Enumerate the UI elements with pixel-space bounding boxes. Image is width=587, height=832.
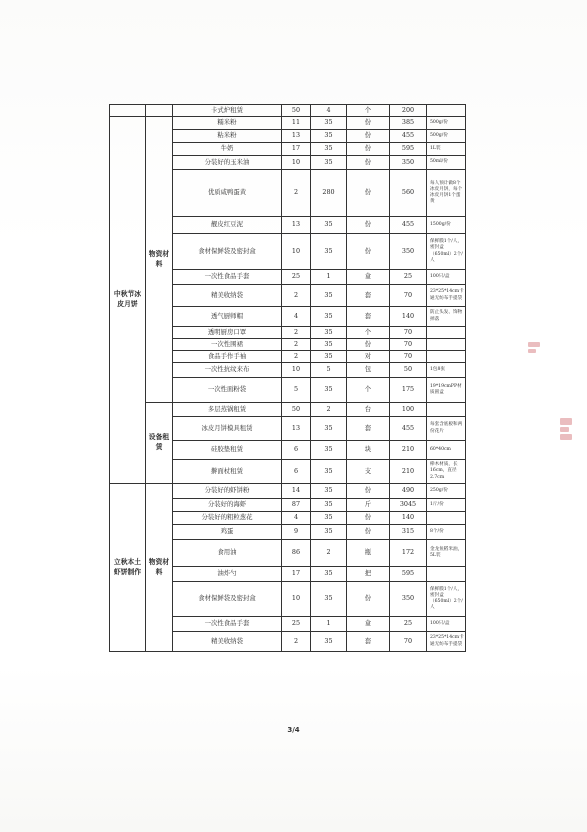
item-unit-price: 35 bbox=[311, 460, 347, 484]
item-note: 100只/盒 bbox=[427, 270, 466, 285]
table-row bbox=[110, 484, 466, 499]
item-note: 500g/份 bbox=[427, 130, 466, 143]
item-total: 70 bbox=[390, 339, 427, 351]
item-note: 1包8张 bbox=[427, 363, 466, 378]
item-unit: 斤 bbox=[347, 499, 390, 512]
item-note: 1斤/份 bbox=[427, 499, 466, 512]
item-name: 食材保鲜袋及密封盒 bbox=[173, 582, 282, 617]
item-total: 455 bbox=[390, 130, 427, 143]
item-unit-price: 35 bbox=[311, 156, 347, 170]
item-note: 19*19cmPP材质圆盒 bbox=[427, 378, 466, 403]
item-unit: 把 bbox=[347, 567, 390, 582]
item-unit: 份 bbox=[347, 512, 390, 525]
item-name: 卡式炉租赁 bbox=[173, 105, 282, 117]
red-stamp-mark bbox=[560, 418, 572, 442]
item-unit: 盒 bbox=[347, 270, 390, 285]
item-unit: 份 bbox=[347, 143, 390, 156]
item-note bbox=[427, 339, 466, 351]
item-name: 一次性食品手套 bbox=[173, 270, 282, 285]
item-unit-price: 2 bbox=[311, 403, 347, 417]
item-unit-price: 35 bbox=[311, 582, 347, 617]
item-total: 100 bbox=[390, 403, 427, 417]
item-name: 食材保鲜袋及密封盒 bbox=[173, 234, 282, 270]
subcategory-cell: 物资材料 bbox=[146, 117, 173, 403]
item-name: 靓皮红豆泥 bbox=[173, 217, 282, 234]
item-note bbox=[427, 327, 466, 339]
item-unit: 瓶 bbox=[347, 540, 390, 567]
item-total: 70 bbox=[390, 632, 427, 652]
item-note: 8个/份 bbox=[427, 525, 466, 540]
item-qty: 2 bbox=[282, 170, 311, 217]
item-unit: 份 bbox=[347, 525, 390, 540]
item-total: 315 bbox=[390, 525, 427, 540]
item-qty: 5 bbox=[282, 378, 311, 403]
item-total: 140 bbox=[390, 307, 427, 327]
item-note bbox=[427, 512, 466, 525]
item-qty: 10 bbox=[282, 234, 311, 270]
item-qty: 2 bbox=[282, 285, 311, 307]
item-note: 防止头发、饰物掉落 bbox=[427, 307, 466, 327]
item-total: 560 bbox=[390, 170, 427, 217]
item-qty: 25 bbox=[282, 617, 311, 632]
item-name: 硅胶垫租赁 bbox=[173, 441, 282, 460]
category-cell: 中秋节冰皮月饼 bbox=[110, 117, 146, 484]
item-unit-price: 35 bbox=[311, 117, 347, 130]
item-unit: 份 bbox=[347, 582, 390, 617]
subcategory-cell: 设备租赁 bbox=[146, 403, 173, 484]
item-note: 500g/份 bbox=[427, 117, 466, 130]
item-note bbox=[427, 403, 466, 417]
item-qty: 4 bbox=[282, 512, 311, 525]
item-unit: 套 bbox=[347, 632, 390, 652]
item-qty: 10 bbox=[282, 582, 311, 617]
item-name: 一次性面粉袋 bbox=[173, 378, 282, 403]
subcategory-cell: 物资材料 bbox=[146, 484, 173, 652]
table-body bbox=[110, 105, 466, 652]
item-total: 25 bbox=[390, 270, 427, 285]
item-unit-price: 5 bbox=[311, 363, 347, 378]
item-total: 350 bbox=[390, 582, 427, 617]
item-unit-price: 35 bbox=[311, 285, 347, 307]
item-unit-price: 35 bbox=[311, 217, 347, 234]
item-unit-price: 1 bbox=[311, 270, 347, 285]
item-name: 冰皮月饼模具租赁 bbox=[173, 417, 282, 441]
item-note bbox=[427, 351, 466, 363]
category-cell: 立秋本土虾饼制作 bbox=[110, 484, 146, 652]
item-unit-price: 35 bbox=[311, 327, 347, 339]
item-unit: 份 bbox=[347, 234, 390, 270]
item-unit-price: 35 bbox=[311, 234, 347, 270]
item-unit-price: 35 bbox=[311, 441, 347, 460]
item-note: 1500g/份 bbox=[427, 217, 466, 234]
item-note: 每人预计做8个冰皮月饼，每个冰皮月饼1个蛋黄 bbox=[427, 170, 466, 217]
item-name: 油炸勺 bbox=[173, 567, 282, 582]
item-qty: 6 bbox=[282, 460, 311, 484]
item-unit-price: 1 bbox=[311, 617, 347, 632]
item-unit: 套 bbox=[347, 285, 390, 307]
item-note: 榉木材质，长16cm，直径2.7cm bbox=[427, 460, 466, 484]
item-total: 595 bbox=[390, 567, 427, 582]
item-name: 一次性抗纹来布 bbox=[173, 363, 282, 378]
item-name: 精美收纳袋 bbox=[173, 285, 282, 307]
item-total: 350 bbox=[390, 234, 427, 270]
item-name: 鸡蛋 bbox=[173, 525, 282, 540]
item-unit: 套 bbox=[347, 307, 390, 327]
item-qty: 2 bbox=[282, 351, 311, 363]
item-name: 一次性围裙 bbox=[173, 339, 282, 351]
item-note: 50ml/份 bbox=[427, 156, 466, 170]
item-qty: 17 bbox=[282, 143, 311, 156]
item-total: 25 bbox=[390, 617, 427, 632]
item-unit-price: 35 bbox=[311, 351, 347, 363]
item-qty: 50 bbox=[282, 105, 311, 117]
item-unit: 台 bbox=[347, 403, 390, 417]
item-total: 210 bbox=[390, 441, 427, 460]
item-note: 60*40cm bbox=[427, 441, 466, 460]
table-row bbox=[110, 403, 466, 417]
item-unit: 块 bbox=[347, 441, 390, 460]
item-name: 分装好的海虾 bbox=[173, 499, 282, 512]
item-qty: 11 bbox=[282, 117, 311, 130]
item-unit: 盒 bbox=[347, 617, 390, 632]
item-qty: 87 bbox=[282, 499, 311, 512]
item-note: 250g/份 bbox=[427, 484, 466, 499]
item-unit: 份 bbox=[347, 339, 390, 351]
item-unit: 个 bbox=[347, 378, 390, 403]
item-unit-price: 35 bbox=[311, 378, 347, 403]
item-unit-price: 35 bbox=[311, 417, 347, 441]
item-total: 385 bbox=[390, 117, 427, 130]
item-name: 食品手作手袖 bbox=[173, 351, 282, 363]
item-unit-price: 35 bbox=[311, 307, 347, 327]
item-unit-price: 2 bbox=[311, 540, 347, 567]
item-unit: 份 bbox=[347, 170, 390, 217]
item-name: 粘米粉 bbox=[173, 130, 282, 143]
item-total: 455 bbox=[390, 417, 427, 441]
item-unit: 份 bbox=[347, 156, 390, 170]
item-unit: 套 bbox=[347, 417, 390, 441]
item-name: 精美收纳袋 bbox=[173, 632, 282, 652]
item-unit-price: 35 bbox=[311, 339, 347, 351]
item-qty: 10 bbox=[282, 363, 311, 378]
item-unit-price: 35 bbox=[311, 130, 347, 143]
item-note bbox=[427, 567, 466, 582]
item-qty: 50 bbox=[282, 403, 311, 417]
item-name: 牛奶 bbox=[173, 143, 282, 156]
item-qty: 10 bbox=[282, 156, 311, 170]
item-unit: 个 bbox=[347, 105, 390, 117]
item-qty: 14 bbox=[282, 484, 311, 499]
item-note: 每套含底板和两份花片 bbox=[427, 417, 466, 441]
item-qty: 17 bbox=[282, 567, 311, 582]
page-number: 3/4 bbox=[287, 726, 300, 734]
item-name: 透明厨房口罩 bbox=[173, 327, 282, 339]
item-total: 3045 bbox=[390, 499, 427, 512]
item-note: 100只/盒 bbox=[427, 617, 466, 632]
item-name: 糯米粉 bbox=[173, 117, 282, 130]
item-unit: 个 bbox=[347, 327, 390, 339]
item-unit: 对 bbox=[347, 351, 390, 363]
item-name: 分装好的虾饼粉 bbox=[173, 484, 282, 499]
budget-table bbox=[109, 104, 466, 652]
item-name: 多层蒸锅租赁 bbox=[173, 403, 282, 417]
item-note: 金龙鱼稻米油，5L装 bbox=[427, 540, 466, 567]
item-total: 50 bbox=[390, 363, 427, 378]
item-qty: 13 bbox=[282, 217, 311, 234]
item-qty: 86 bbox=[282, 540, 311, 567]
item-unit-price: 35 bbox=[311, 499, 347, 512]
item-note: 1L装 bbox=[427, 143, 466, 156]
item-total: 70 bbox=[390, 327, 427, 339]
item-note: 23*25*14cm卡通无纺布手提袋 bbox=[427, 285, 466, 307]
subcategory-cell-continued bbox=[146, 105, 173, 117]
item-qty: 2 bbox=[282, 632, 311, 652]
item-qty: 2 bbox=[282, 327, 311, 339]
item-unit: 支 bbox=[347, 460, 390, 484]
item-name: 透气厨师帽 bbox=[173, 307, 282, 327]
item-unit-price: 35 bbox=[311, 525, 347, 540]
item-name: 分装好的粗粒葱花 bbox=[173, 512, 282, 525]
item-unit-price: 35 bbox=[311, 512, 347, 525]
category-cell-continued bbox=[110, 105, 146, 117]
item-name: 食用油 bbox=[173, 540, 282, 567]
item-name: 擀面杖租赁 bbox=[173, 460, 282, 484]
item-qty: 25 bbox=[282, 270, 311, 285]
item-total: 455 bbox=[390, 217, 427, 234]
item-note bbox=[427, 105, 466, 117]
item-total: 70 bbox=[390, 351, 427, 363]
item-qty: 2 bbox=[282, 339, 311, 351]
item-qty: 13 bbox=[282, 130, 311, 143]
item-unit: 份 bbox=[347, 117, 390, 130]
item-total: 210 bbox=[390, 460, 427, 484]
item-name: 优质咸鸭蛋黄 bbox=[173, 170, 282, 217]
item-qty: 6 bbox=[282, 441, 311, 460]
item-unit-price: 4 bbox=[311, 105, 347, 117]
item-total: 350 bbox=[390, 156, 427, 170]
item-total: 172 bbox=[390, 540, 427, 567]
item-note: 保鲜膜1个/人，密封盒（650ml）2个/人 bbox=[427, 234, 466, 270]
item-unit: 份 bbox=[347, 484, 390, 499]
item-note: 保鲜膜1个/人，密封盒（650ml）2个/人 bbox=[427, 582, 466, 617]
item-unit-price: 35 bbox=[311, 632, 347, 652]
item-name: 分装好的玉米油 bbox=[173, 156, 282, 170]
table-row bbox=[110, 105, 466, 117]
item-qty: 13 bbox=[282, 417, 311, 441]
item-note: 23*25*14cm卡通无纺布手提袋 bbox=[427, 632, 466, 652]
item-unit-price: 35 bbox=[311, 484, 347, 499]
item-name: 一次性食品手套 bbox=[173, 617, 282, 632]
item-unit-price: 35 bbox=[311, 143, 347, 156]
item-unit-price: 280 bbox=[311, 170, 347, 217]
item-total: 140 bbox=[390, 512, 427, 525]
item-total: 490 bbox=[390, 484, 427, 499]
red-stamp-mark bbox=[528, 342, 540, 356]
item-unit-price: 35 bbox=[311, 567, 347, 582]
item-total: 200 bbox=[390, 105, 427, 117]
item-qty: 4 bbox=[282, 307, 311, 327]
item-unit: 包 bbox=[347, 363, 390, 378]
item-total: 175 bbox=[390, 378, 427, 403]
item-total: 595 bbox=[390, 143, 427, 156]
table-row bbox=[110, 117, 466, 130]
item-qty: 9 bbox=[282, 525, 311, 540]
item-total: 70 bbox=[390, 285, 427, 307]
item-unit: 份 bbox=[347, 217, 390, 234]
item-unit: 份 bbox=[347, 130, 390, 143]
